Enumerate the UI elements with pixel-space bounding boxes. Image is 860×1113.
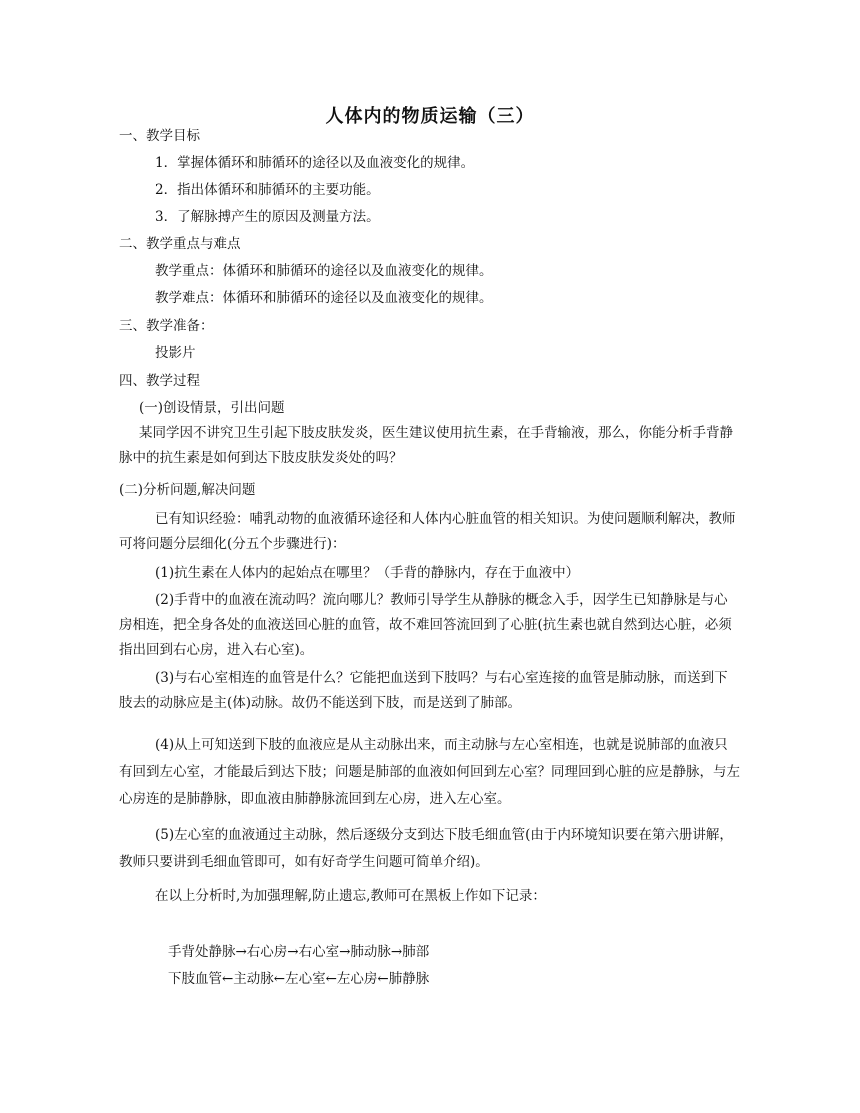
section-heading-process: 四、教学过程 (119, 373, 200, 389)
scenario-paragraph: 某同学因不讲究卫生引起下肢皮肤发炎，医生建议使用抗生素，在手背输液，那么，你能分析手背静脉中的抗生素是如何到达下肢皮肤发炎处的吗？ (119, 425, 733, 466)
objective-item-3: 3．了解脉搏产生的原因及测量方法。 (155, 209, 380, 225)
step-5-paragraph: (5)左心室的血液通过主动脉，然后逐级分支到达下肢毛细血管(由于内环境知识要在第六册讲解，教师只要讲到毛细血管即可，如有好奇学生问题可简单介绍)。 (119, 827, 733, 870)
preparation-item: 投影片 (155, 345, 196, 361)
step-2-paragraph: (2)手背中的血液在流动吗？流向哪儿？教师引导学生从静脉的概念入手，因学生已知静脉是与心房相连，把全身各处的血液送回心脏的血管，故不难回答流回到了心脏(抗生素也就自然到达心脏，必须指出回到右心房，进入右心室)。 (119, 592, 732, 658)
key-point: 教学重点：体循环和肺循环的途径以及血液变化的规律。 (155, 263, 493, 279)
circulation-flow-return: 下肢血管←主动脉←左心室←左心房←肺静脉 (168, 971, 430, 987)
document-title: 人体内的物质运输（三） (325, 106, 535, 127)
subsection-heading-2: (二)分析问题,解决问题 (119, 482, 256, 498)
step-4-paragraph: (4)从上可知送到下肢的血液应是从主动脉出来，而主动脉与左心室相连，也就是说肺部的血液只有回到左心室，才能最后到达下肢；问题是肺部的血液如何回到左心室？同理回到心脏的应是静脉，与左心房连的是肺静脉，即血液由肺静脉流回到左心房，进入左心室。 (119, 737, 740, 807)
prior-knowledge-paragraph: 已有知识经验：哺乳动物的血液循环途径和人体内心脏血管的相关知识。为使问题顺利解决，教师可将问题分层细化(分五个步骤进行)： (119, 511, 736, 552)
section-heading-key-points: 二、教学重点与难点 (119, 236, 241, 252)
objective-item-2: 2．指出体循环和肺循环的主要功能。 (155, 182, 380, 198)
subsection-heading-1: (一)创设情景，引出问题 (139, 400, 285, 416)
section-heading-objectives: 一、教学目标 (119, 128, 200, 144)
circulation-flow-forward: 手背处静脉→右心房→右心室→肺动脉→肺部 (168, 944, 430, 960)
objective-item-1: 1．掌握体循环和肺循环的途径以及血液变化的规律。 (155, 155, 475, 171)
difficulty-point: 教学难点：体循环和肺循环的途径以及血液变化的规律。 (155, 290, 493, 306)
step-1: (1)抗生素在人体内的起始点在哪里？（手背的静脉内，存在于血液中） (155, 565, 580, 581)
blackboard-note: 在以上分析时,为加强理解,防止遗忘,教师可在黑板上作如下记录： (155, 888, 546, 904)
step-3-paragraph: (3)与右心室相连的血管是什么？它能把血送到下肢吗？与右心室连接的血管是肺动脉，而送到下肢去的动脉应是主(体)动脉。故仍不能送到下肢，而是送到了肺部。 (119, 670, 728, 711)
section-heading-preparation: 三、教学准备： (119, 318, 214, 334)
